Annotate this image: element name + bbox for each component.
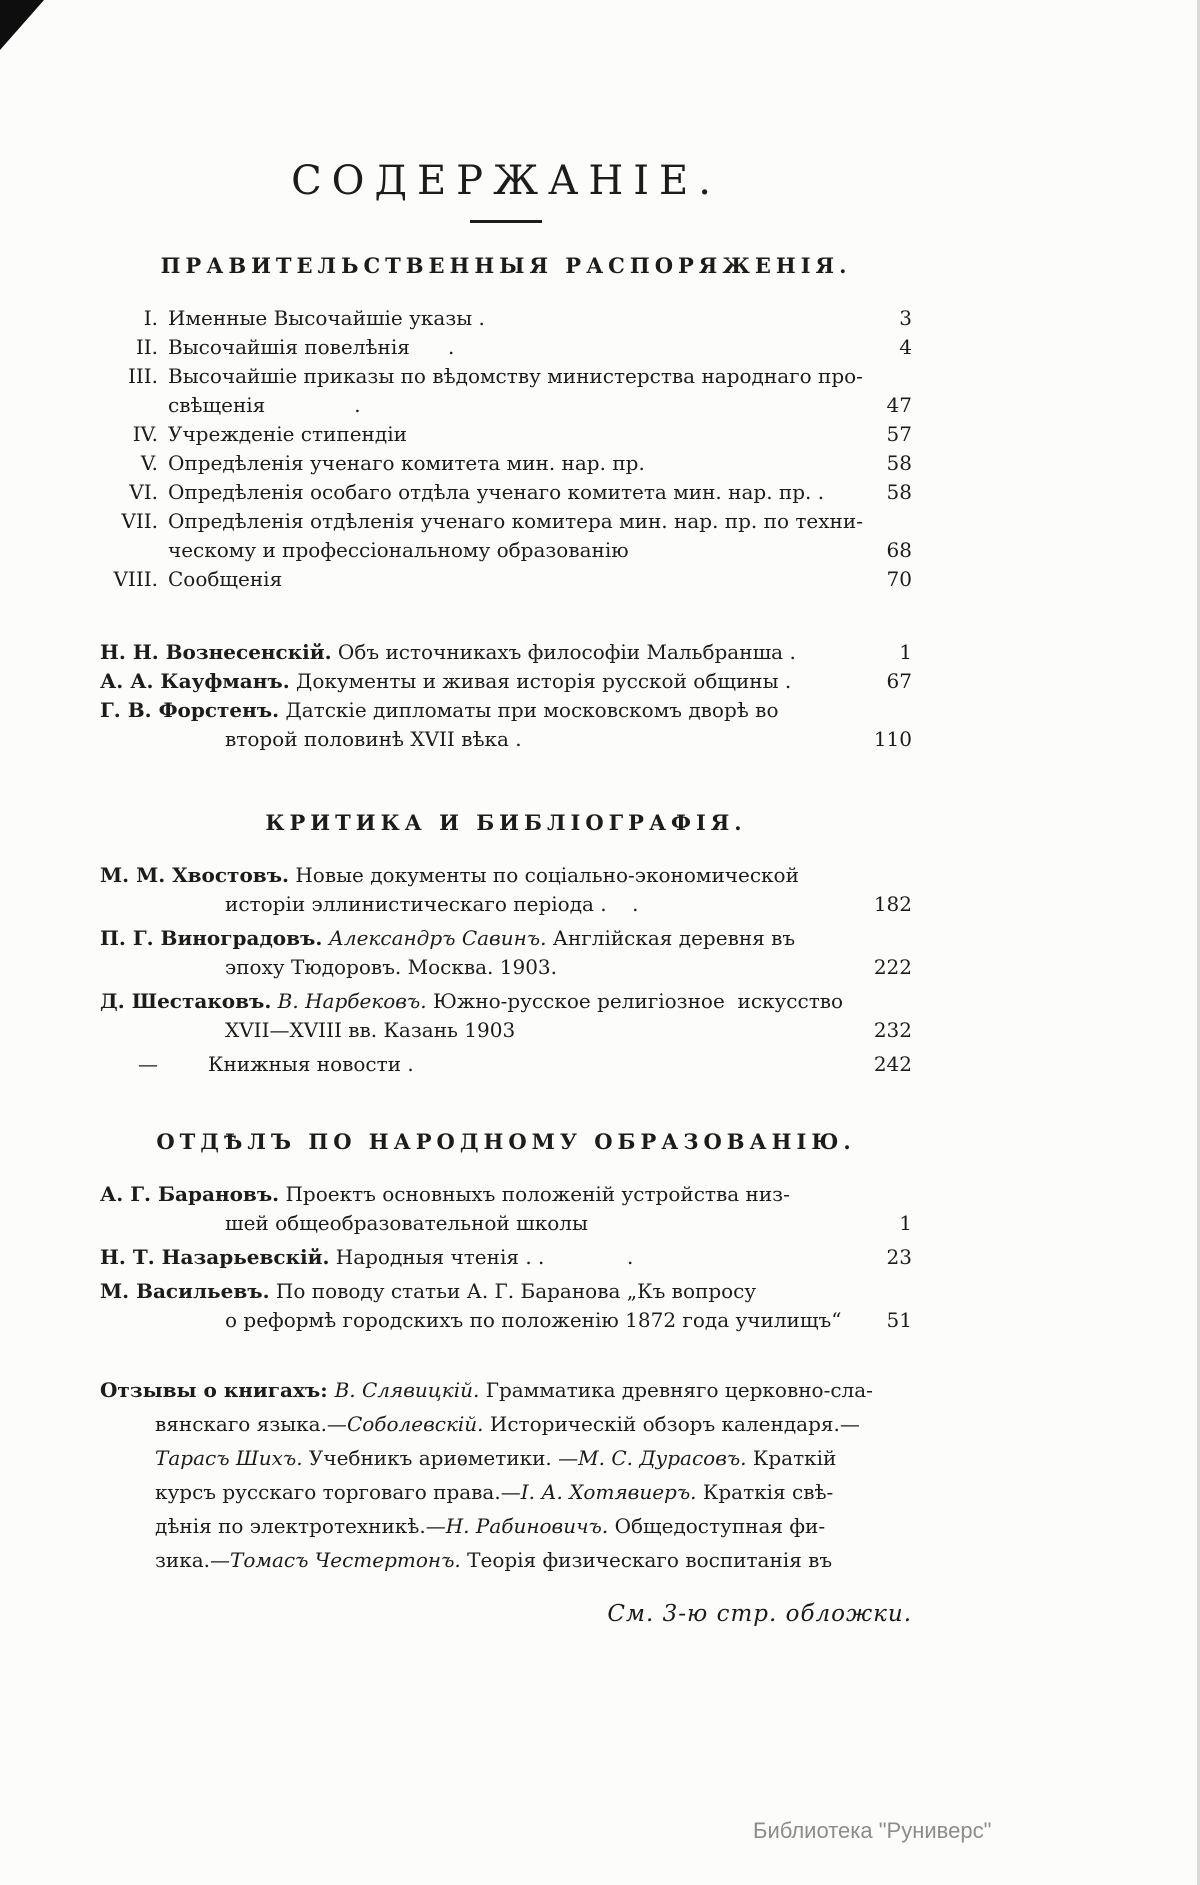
entry-text-segment: Именные Высочайшіе указы . [168, 306, 485, 330]
text-line [100, 1277, 856, 1306]
toc-entry [100, 1050, 912, 1079]
toc-content [100, 158, 912, 1627]
author-name: А. А. Кауфманъ. [100, 669, 290, 693]
text-line [100, 638, 856, 667]
entry-text-segment: Сообщенія [168, 567, 283, 591]
entry-title [168, 362, 863, 420]
entry-page-number: 58 [886, 451, 912, 475]
entry-page-number: 3 [899, 306, 912, 330]
text-line [100, 924, 856, 953]
text-line [168, 420, 856, 449]
reviews-paragraph [100, 1373, 912, 1577]
entry-text-segment: По поводу статьи А. Г. Баранова „Къ вопросу [269, 1279, 757, 1303]
entry-text-segment: XVII—XVIII вв. Казань 1903 [225, 1018, 516, 1042]
author-name: Н. Т. Назарьевскій. [100, 1245, 330, 1269]
entry-page-number: 47 [886, 393, 912, 417]
entry-page-number: 23 [886, 1245, 912, 1269]
author-name: Н. Н. Вознесенскій. [100, 640, 332, 664]
entry-text-segment: Краткія свѣ- [696, 1480, 834, 1504]
entry-title [100, 861, 856, 919]
toc-entry [100, 333, 912, 362]
entry-number: — [138, 1052, 158, 1076]
entry-text-segment: Книжныя новости . [208, 1052, 414, 1076]
entry-text-segment: Высочайшія повелѣнія . [168, 335, 455, 359]
entry-title [100, 1243, 856, 1272]
entry-number: VII. [121, 509, 158, 533]
entry-text-segment: Англійская деревня въ [546, 926, 796, 950]
page-title: СОДЕРЖАНІЕ. [291, 158, 721, 204]
text-line [168, 362, 863, 391]
entry-page-number: 57 [886, 422, 912, 446]
text-line [100, 1373, 912, 1407]
entry-text-segment: Южно-русское религіозное искусство [426, 989, 844, 1013]
entry-page-number: 182 [873, 892, 912, 916]
entry-text-segment: о реформѣ городскихъ по положенію 1872 года училищъ“ [225, 1308, 842, 1332]
toc-entry [100, 861, 912, 919]
cited-author-name: Н. Рабиновичъ. [445, 1514, 609, 1538]
entry-text-segment: Грамматика древняго церковно-сла- [479, 1378, 873, 1402]
text-line [100, 667, 856, 696]
text-line [100, 1209, 856, 1238]
entry-text-segment: Проектъ основныхъ положеній устройства низ- [279, 1182, 790, 1206]
section-heading: ОТДѢЛЪ ПО НАРОДНОМУ ОБРАЗОВАНІЮ. [156, 1129, 856, 1154]
text-line [100, 1543, 912, 1577]
text-line [168, 478, 856, 507]
entry-title [100, 667, 856, 696]
author-name: П. Г. Виноградовъ. [100, 926, 323, 950]
entry-number: VIII. [113, 567, 158, 591]
author-name: А. Г. Барановъ. [100, 1182, 280, 1206]
entry-number: V. [140, 451, 158, 475]
text-line [100, 1306, 856, 1335]
toc-entry [100, 478, 912, 507]
entry-text-segment: Народныя чтенія . . . [329, 1245, 634, 1269]
toc-entry [100, 667, 912, 696]
cited-author-name: Александръ Савинъ. [322, 926, 547, 950]
entry-text-segment: шей общеобразовательной школы [225, 1211, 588, 1235]
entry-page-number: 1 [899, 1211, 912, 1235]
toc-entry [100, 1180, 912, 1238]
entry-title [168, 420, 856, 449]
text-line [100, 1243, 856, 1272]
toc-section [100, 1129, 912, 1335]
entry-text-segment: Историческій обзоръ календаря.— [483, 1412, 860, 1436]
entry-text-segment: эпоху Тюдоровъ. Москва. 1903. [225, 955, 558, 979]
text-line [100, 890, 856, 919]
toc-entry [100, 924, 912, 982]
entry-page-number: 110 [873, 727, 912, 751]
library-watermark: Библиотека "Руниверс" [753, 1818, 992, 1843]
text-line [100, 696, 856, 725]
title-rule [470, 220, 542, 223]
toc-entry [100, 638, 912, 667]
cited-author-name: Соболевскій. [346, 1412, 484, 1436]
toc-entry [100, 362, 912, 420]
entry-number: I. [143, 306, 158, 330]
entry-text-segment: свѣщенія . [168, 393, 361, 417]
entry-number: II. [135, 335, 158, 359]
entry-text-segment: второй половинѣ XVII вѣка . [225, 727, 522, 751]
toc-entry [100, 449, 912, 478]
entry-text-segment: Общедоступная фи- [608, 1514, 826, 1538]
entry-page-number: 222 [873, 955, 912, 979]
text-line [168, 536, 856, 565]
entry-text-segment: вянскаго языка.— [155, 1412, 347, 1436]
cited-author-name: Томасъ Честертонъ. [230, 1548, 461, 1572]
entry-text-segment: ческому и профессіональному образованію [168, 538, 629, 562]
cited-author-name: І. А. Хотявиеръ. [520, 1480, 697, 1504]
entry-page-number: 68 [886, 538, 912, 562]
text-line [100, 1016, 856, 1045]
entry-text-segment: Учрежденіе стипендіи [168, 422, 407, 446]
entry-number: IV. [132, 422, 158, 446]
text-line [100, 1509, 912, 1543]
text-line [100, 1475, 912, 1509]
toc-entry [100, 304, 912, 333]
scan-corner-artifact [0, 0, 44, 50]
entry-title [100, 638, 856, 667]
entry-text-segment: Новые документы по соціально-экономической [289, 863, 799, 887]
author-name: Д. Шестаковъ. [100, 989, 272, 1013]
entry-text-segment: дѣнія по электротехникѣ.— [155, 1514, 446, 1538]
cited-author-name: В. Слявицкій. [334, 1378, 480, 1402]
entry-title [100, 1277, 856, 1335]
text-line [100, 725, 856, 754]
entry-text-segment: зика.— [155, 1548, 231, 1572]
text-line [100, 987, 856, 1016]
entry-title [168, 565, 856, 594]
entry-page-number: 67 [886, 669, 912, 693]
text-line [168, 565, 856, 594]
text-line [168, 304, 856, 333]
entry-page-number: 70 [886, 567, 912, 591]
entry-title [100, 696, 856, 754]
entry-text-segment: Учебникъ ариѳметики. — [302, 1446, 579, 1470]
entry-number: III. [127, 364, 158, 388]
text-line [168, 1050, 856, 1079]
cited-author-name: В. Нарбековъ. [271, 989, 427, 1013]
text-line [168, 449, 856, 478]
entry-text-segment: Опредѣленія отдѣленія ученаго комитера мин. нар. пр. по техни- [168, 509, 863, 533]
entry-text-segment: Датскіе дипломаты при московскомъ дворѣ во [279, 698, 779, 722]
toc-sections [100, 253, 912, 1335]
entry-page-number: 1 [899, 640, 912, 664]
cited-author-name: М. С. Дурасовъ. [578, 1446, 747, 1470]
author-name: Отзывы о книгахъ: [100, 1378, 335, 1402]
section-heading: ПРАВИТЕЛЬСТВЕННЫЯ РАСПОРЯЖЕНІЯ. [160, 253, 852, 278]
entry-page-number: 4 [899, 335, 912, 359]
entry-title [100, 987, 856, 1045]
text-line [168, 333, 856, 362]
entry-title [168, 1050, 856, 1079]
cited-author-name: Тарасъ Шихъ. [155, 1446, 303, 1470]
toc-entry [100, 420, 912, 449]
entry-title [168, 304, 856, 333]
text-line [100, 953, 856, 982]
footer-note: См. 3-ю стр. обложки. [607, 1601, 912, 1627]
toc-section [100, 810, 912, 1079]
toc-section [100, 253, 912, 594]
entry-title [100, 924, 856, 982]
toc-entry [100, 987, 912, 1045]
text-line [100, 861, 856, 890]
entry-text-segment: Высочайшіе приказы по вѣдомству министерства народнаго про- [168, 364, 863, 388]
text-line [168, 507, 863, 536]
section-heading: КРИТИКА И БИБЛІОГРАФІЯ. [265, 810, 747, 835]
toc-entry [100, 1277, 912, 1335]
entry-number: VI. [129, 480, 158, 504]
author-name: М. Васильевъ. [100, 1279, 270, 1303]
entry-title [168, 333, 856, 362]
entry-title [168, 507, 863, 565]
author-name: М. М. Хвостовъ. [100, 863, 289, 887]
entry-title [168, 449, 856, 478]
entry-title [168, 478, 856, 507]
entry-page-number: 58 [886, 480, 912, 504]
entry-page-number: 242 [873, 1052, 912, 1076]
entry-text-segment: Краткій [746, 1446, 837, 1470]
text-line [100, 1407, 912, 1441]
entry-text-segment: Документы и живая исторія русской общины . [289, 669, 792, 693]
toc-section [100, 638, 912, 754]
entry-text-segment: курсъ русскаго торговаго права.— [155, 1480, 521, 1504]
entry-text-segment: Опредѣленія ученаго комитета мин. нар. пр. [168, 451, 645, 475]
entry-text-segment: Объ источникахъ философіи Мальбранша . [331, 640, 796, 664]
author-name: Г. В. Форстенъ. [100, 698, 280, 722]
entry-page-number: 51 [886, 1308, 912, 1332]
toc-entry [100, 1243, 912, 1272]
entry-title [100, 1180, 856, 1238]
text-line [168, 391, 856, 420]
toc-entry [100, 565, 912, 594]
entry-text-segment: исторіи эллинистическаго періода . . [225, 892, 639, 916]
text-line [100, 1180, 856, 1209]
text-line [100, 1441, 912, 1475]
entry-page-number: 232 [873, 1018, 912, 1042]
entry-text-segment: Опредѣленія особаго отдѣла ученаго комитета мин. нар. пр. . [168, 480, 825, 504]
toc-entry [100, 507, 912, 565]
toc-entry [100, 696, 912, 754]
entry-text-segment: Теорія физическаго воспитанія въ [460, 1548, 833, 1572]
